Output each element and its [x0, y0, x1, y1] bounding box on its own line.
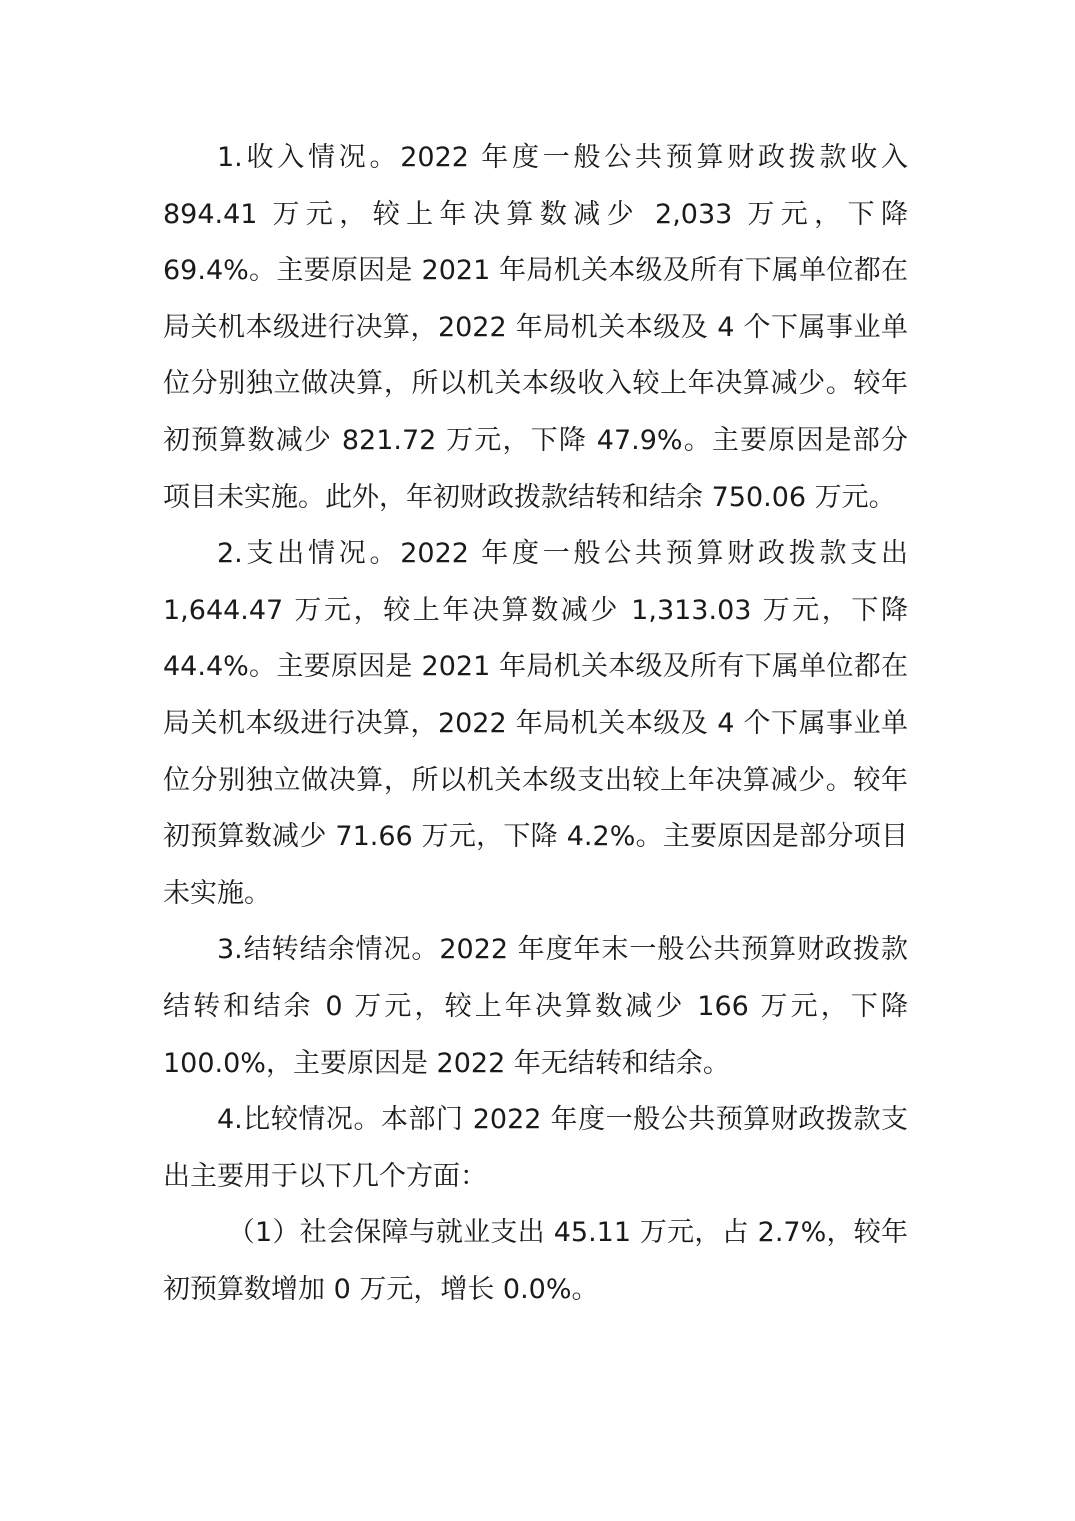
- paragraph-income: 1.收入情况。2022 年度一般公共预算财政拨款收入 894.41 万元，较上年决算数减少 2,033 万元，下降 69.4%。主要原因是 2021 年局机关本级及所有下属单位都在局关机本级进行决算，2022 年局机关本级及 4 个下属事业单位分别独立做决算，所以机关本级收入较上年决算减少。较年初预算数减少 821.72 万元，下降 47.9%。主要原因是部分项目未实施。此外，年初财政拨款结转和结余 750.06 万元。: [163, 142, 908, 513]
- document-page: [163, 130, 908, 1318]
- paragraph-comparison: 4.比较情况。本部门 2022 年度一般公共预算财政拨款支出主要用于以下几个方面：: [163, 1104, 908, 1192]
- paragraph-expenditure: 2.支出情况。2022 年度一般公共预算财政拨款支出 1,644.47 万元，较上年决算数减少 1,313.03 万元，下降 44.4%。主要原因是 2021 年局机关本级及所有下属单位都在局关机本级进行决算，2022 年局机关本级及 4 个下属事业单位分别独立做决算，所以机关本级支出较上年决算减少。较年初预算数减少 71.66 万元，下降 4.2%。主要原因是部分项目未实施。: [163, 538, 908, 909]
- paragraph-social-security: （1）社会保障与就业支出 45.11 万元，占 2.7%，较年初预算数增加 0 万元，增长 0.0%。: [163, 1217, 908, 1305]
- paragraph-carryover: 3.结转结余情况。2022 年度年末一般公共预算财政拨款结转和结余 0 万元，较上年决算数减少 166 万元，下降 100.0%，主要原因是 2022 年无结转和结余。: [163, 934, 908, 1079]
